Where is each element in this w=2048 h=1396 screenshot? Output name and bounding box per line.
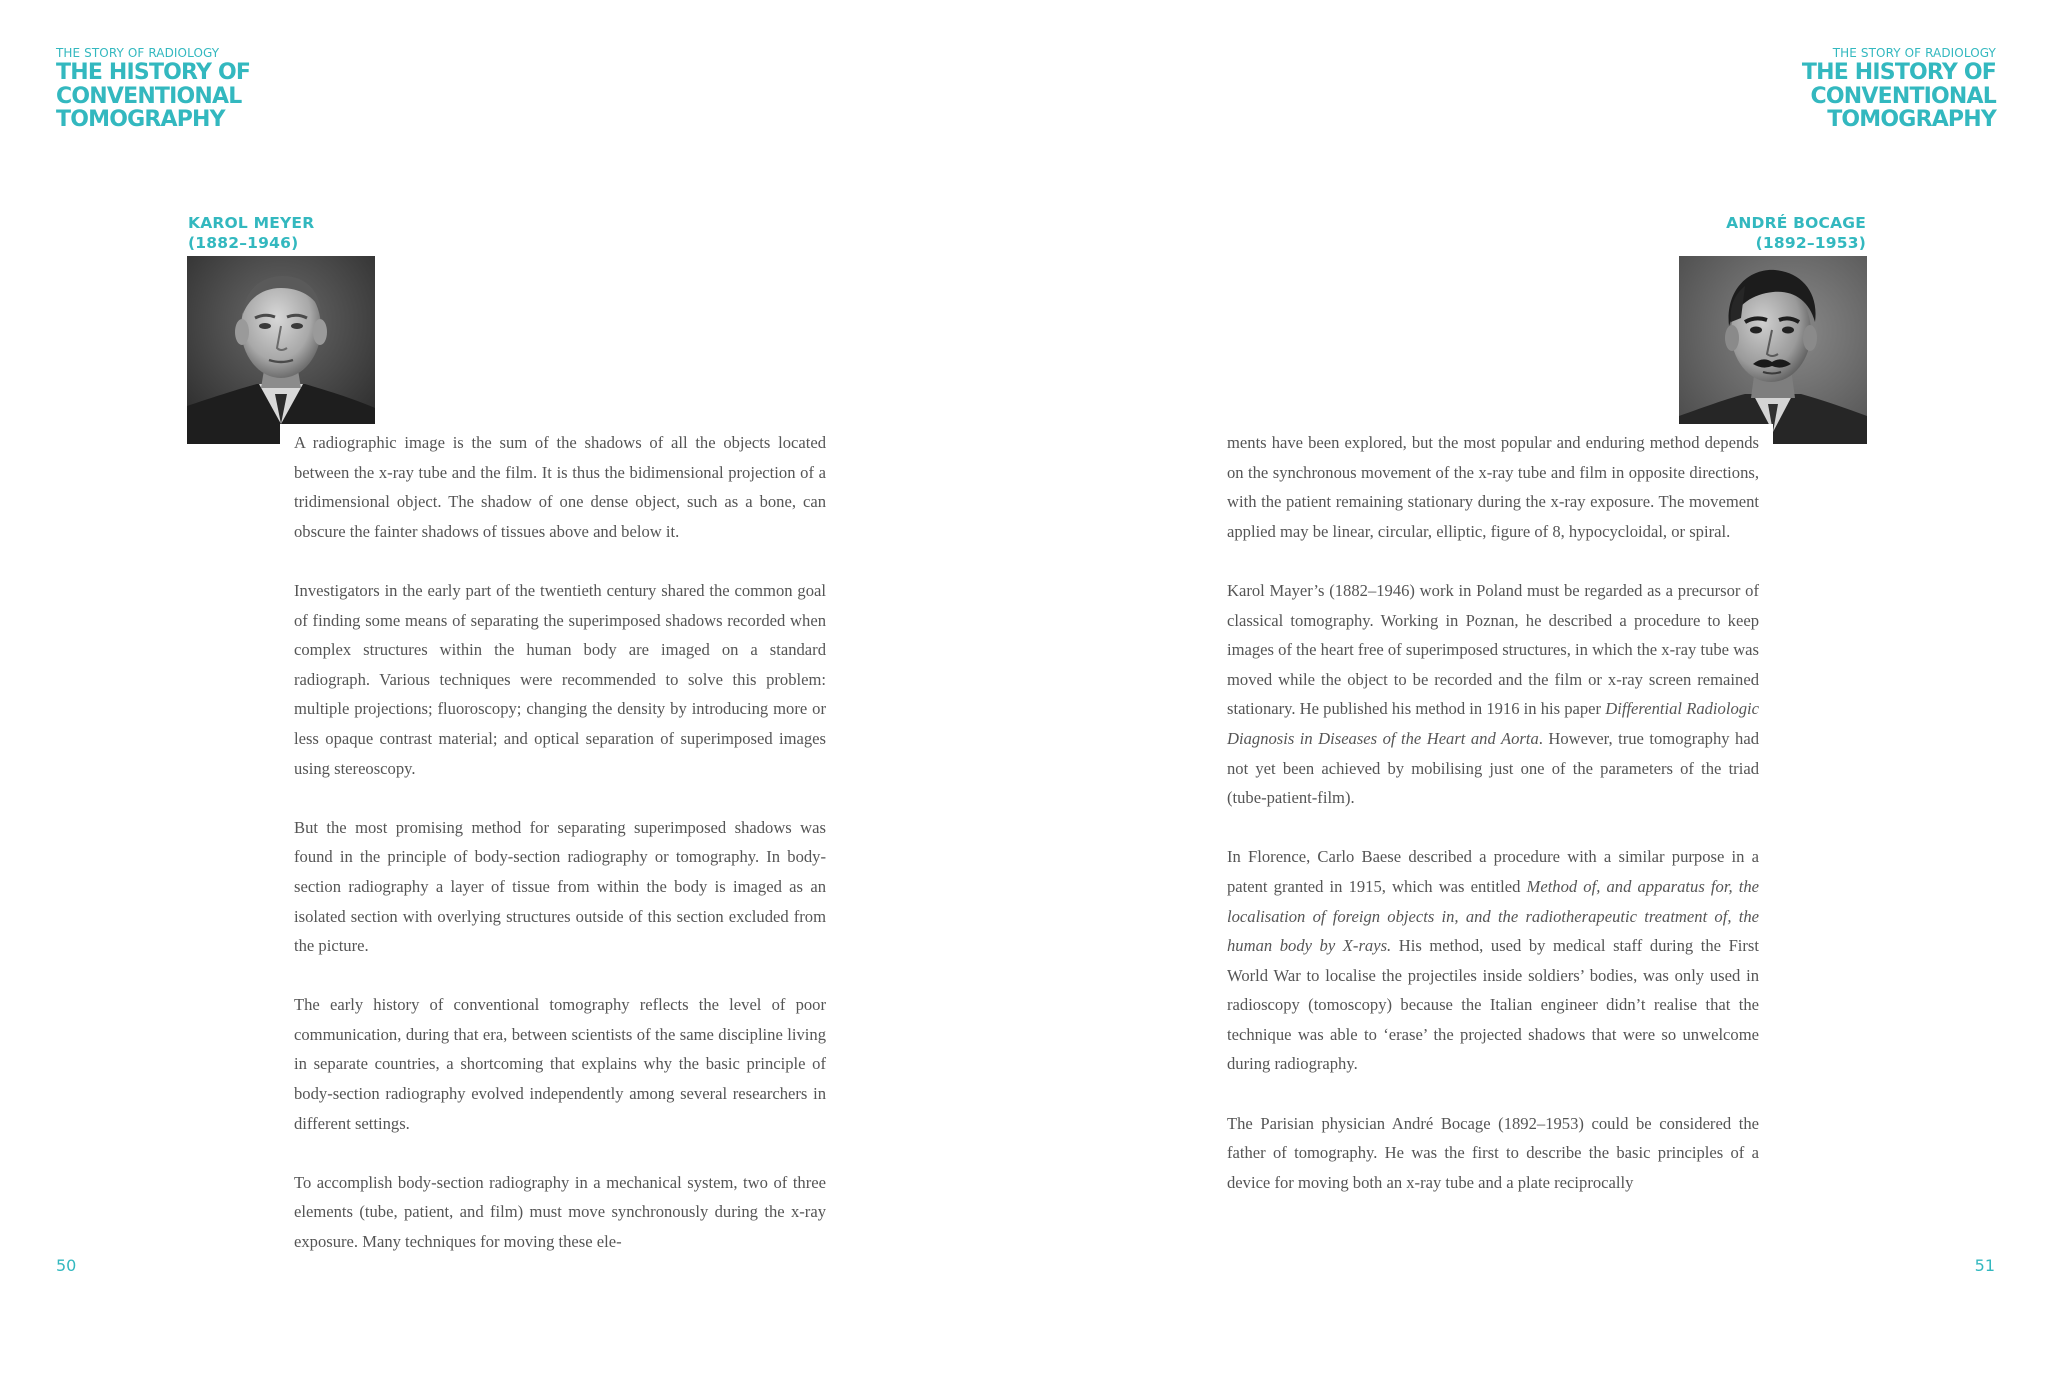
italic-title: Differential Radiologic Diagnosis in Diseases of the Heart and Aorta bbox=[1227, 699, 1760, 748]
running-header-left bbox=[56, 46, 376, 132]
series-kicker: THE STORY OF RADIOLOGY bbox=[56, 46, 220, 60]
portrait-photo-karol-meyer-icon bbox=[187, 256, 375, 444]
portrait-caption-right bbox=[1726, 213, 1866, 253]
chapter-title-line: CONVENTIONAL bbox=[56, 83, 242, 109]
page-number-left: 50 bbox=[56, 1256, 77, 1275]
person-name: ANDRÉ BOCAGE bbox=[1726, 214, 1866, 232]
text-run: A radiographic image is the sum of the shadows of all the objects located between the x-ray tube and the film. It is thus the bidimensional projection of a tridimensional object. The shadow of one dense object, such as a bone, can obscure the fainter shadows of tissues above and below it. bbox=[294, 433, 826, 541]
chapter-title-line: THE HISTORY OF bbox=[56, 60, 251, 85]
text-run: Karol Mayer’s (1882–1946) work in Poland must be regarded as a precursor of classical tomography. Working in Poznan, he described a procedure to keep images of the heart free of superimposed structures, in which the x-ray tube was moved while the object to be recorded and the film or x-ray screen remained stationary. He published his method in 1916 in his paper bbox=[1227, 580, 1759, 719]
text-run: In Florence, Carlo Baese described a procedure with a similar purpose in a patent granted in 1915, which was entitled bbox=[1227, 847, 1759, 896]
text-run: . However, true tomography had not yet been achieved by mobilising just one of the parameters of the triad (tube-patient-film). bbox=[1227, 728, 1760, 808]
body-text-left bbox=[294, 428, 826, 1257]
italic-title: Method of, and apparatus for, the localisation of foreign objects in, and the radiotherapeutic treatment of, the human body by X-rays. bbox=[1227, 876, 1759, 956]
portrait-caption-left bbox=[188, 213, 314, 253]
person-dates: (1882–1946) bbox=[188, 234, 299, 252]
chapter-title-line: CONVENTIONAL bbox=[1810, 83, 1996, 109]
body-text-right bbox=[1227, 428, 1759, 1197]
body-paragraph bbox=[294, 576, 826, 783]
person-name: KAROL MEYER bbox=[188, 214, 315, 232]
text-run: The Parisian physician André Bocage (1892–1953) could be considered the father of tomography. He was the first to describe the basic principles of a device for moving both an x-ray tube and a plate reciprocally bbox=[1227, 1113, 1759, 1192]
chapter-title bbox=[1676, 61, 1996, 132]
text-run: Investigators in the early part of the twentieth century shared the common goal of finding some means of separating the superimposed shadows recorded when complex structures within the human body are imaged on a standard radiograph. Various techniques were recommended to solve this problem: multiple projections; fluoroscopy; changing the density by introducing more or less opaque contrast material; and optical separation of superimposed images using stereoscopy. bbox=[294, 580, 826, 778]
body-paragraph bbox=[280, 424, 826, 546]
body-paragraph bbox=[1227, 424, 1773, 546]
body-paragraph bbox=[1227, 842, 1759, 1079]
chapter-title-line: TOMOGRAPHY bbox=[1827, 107, 1996, 132]
text-run: His method, used by medical staff during the First World War to localise the projectiles inside soldiers’ bodies, was only used in radioscopy (tomoscopy) because the Italian engineer didn’t realise that the technique was able to ‘erase’ the projected shadows that were so unwelcome during radiography. bbox=[1227, 936, 1760, 1074]
body-paragraph bbox=[294, 1168, 826, 1257]
body-paragraph bbox=[294, 990, 826, 1138]
portrait-image bbox=[1679, 256, 1867, 444]
text-run: But the most promising method for separating superimposed shadows was found in the principle of body-section radiography or tomography. In body-section radiography a layer of tissue from within the body is imaged as an isolated section with overlying structures outside of this section excluded from the picture. bbox=[294, 817, 826, 956]
portrait-photo-andre-bocage-icon bbox=[1679, 256, 1867, 444]
chapter-title-line: THE HISTORY OF bbox=[1801, 60, 1996, 85]
text-run: To accomplish body-section radiography in a mechanical system, two of three elements (tube, patient, and film) must move synchronously during the x-ray exposure. Many techniques for moving these ele- bbox=[294, 1172, 826, 1252]
chapter-title bbox=[56, 61, 376, 132]
series-kicker: THE STORY OF RADIOLOGY bbox=[1832, 46, 1996, 60]
body-paragraph bbox=[294, 813, 826, 961]
running-header-right bbox=[1676, 46, 1996, 132]
text-run: The early history of conventional tomography reflects the level of poor communication, during that era, between scientists of the same discipline living in separate countries, a shortcoming that explains why the basic principle of body-section radiography evolved independently among several researchers in different settings. bbox=[294, 995, 826, 1133]
text-run: ments have been explored, but the most popular and enduring method depends on the synchronous movement of the x-ray tube and film in opposite directions, with the patient remaining stationary during the x-ray exposure. The movement applied may be linear, circular, elliptic, figure of 8, hypocycloidal, or spiral. bbox=[1227, 433, 1759, 541]
page-number-right: 51 bbox=[1974, 1256, 1995, 1275]
body-paragraph bbox=[1227, 576, 1759, 813]
portrait-image bbox=[187, 256, 375, 444]
chapter-title-line: TOMOGRAPHY bbox=[56, 107, 225, 132]
body-paragraph bbox=[1227, 1109, 1759, 1198]
person-dates: (1892–1953) bbox=[1755, 234, 1866, 252]
